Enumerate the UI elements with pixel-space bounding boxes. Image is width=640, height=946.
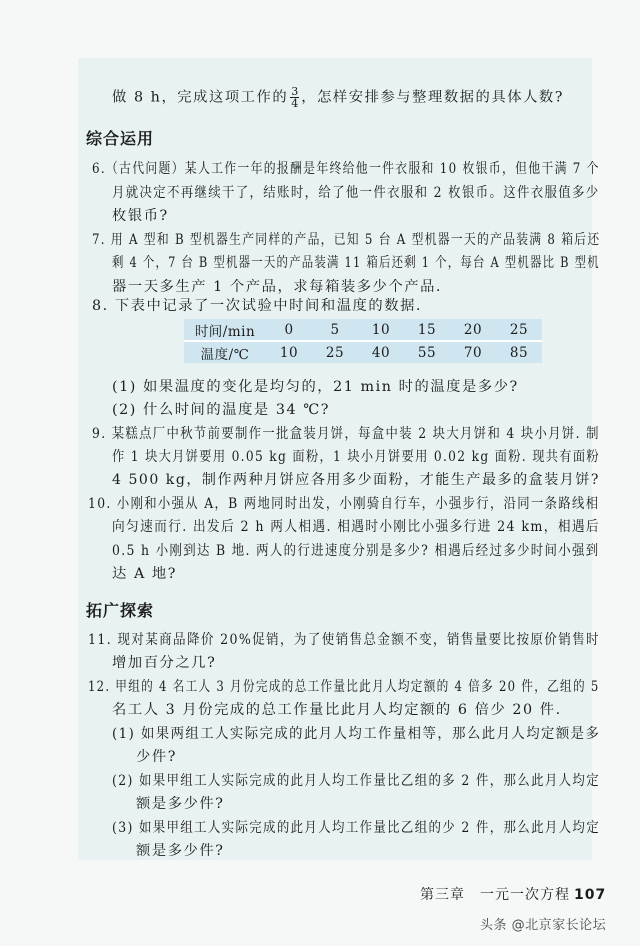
- q12-sub1-line-2: 少件?: [136, 749, 177, 765]
- q11-line-1: 11. 现对某商品降价 20%促销，为了使销售总金额不变，销售量要比按原价销售时: [88, 632, 600, 648]
- section-heading-comprehensive: 综合运用: [86, 129, 155, 148]
- time-temperature-table: [184, 319, 542, 363]
- q10-line-2: 向匀速而行. 出发后 2 h 两人相遇. 相遇时小刚比小强多行进 24 km，相遇后: [112, 519, 600, 535]
- table-cell: 25: [312, 341, 358, 363]
- table-cell: 5: [312, 319, 358, 341]
- q6-line-1: 6.（古代问题）某人工作一年的报酬是年终给他一件衣服和 10 枚银币，但他干满 7 个: [92, 161, 600, 177]
- q9-line-2: 作 1 块大月饼要用 0.05 kg 面粉，1 块小月饼要用 0.02 kg 面粉. 现共有面粉: [112, 449, 600, 465]
- q6-line-2: 月就决定不再继续干了，结账时，给了他一件衣服和 2 枚银币。这件衣服值多少: [112, 185, 600, 201]
- q8-lead: 8. 下表中记录了一次试验中时间和温度的数据.: [92, 298, 423, 314]
- table-row: [184, 319, 542, 341]
- page-number: 107: [574, 887, 607, 903]
- intro-text-before: 做 8 h，完成这项工作的: [112, 89, 289, 106]
- table-cell: 0: [266, 319, 312, 341]
- q8-sub-1: (1) 如果温度的变化是均匀的，21 min 时的温度是多少?: [112, 379, 519, 395]
- q10-line-1: 10. 小刚和小强从 A，B 两地同时出发，小刚骑自行车，小强步行，沿同一条路线相: [88, 496, 600, 512]
- table-cell: 15: [404, 319, 450, 341]
- page-footer: [420, 884, 620, 904]
- q12-sub3-line-2: 额是多少件?: [136, 843, 225, 859]
- fraction-numerator: 3: [291, 85, 299, 98]
- table-cell: 25: [496, 319, 542, 341]
- q7-line-2: 剩 4 个，7 台 B 型机器一天的产品装满 11 箱后还剩 1 个，每台 A 型机器比 B 型机: [112, 255, 600, 271]
- q9-line-3: 4 500 kg，制作两种月饼应各用多少面粉，才能生产最多的盒装月饼?: [112, 472, 600, 488]
- q10-line-4: 达 A 地?: [112, 566, 177, 582]
- q8-sub-2: (2) 什么时间的温度是 34 ℃?: [112, 402, 331, 418]
- table-row: [184, 341, 542, 363]
- q12-sub1-line-1: (1) 如果两组工人实际完成的此月人均工作量相等，那么此月人均定额是多: [112, 726, 601, 742]
- fraction-denominator: 4: [291, 97, 299, 110]
- q6-line-3: 枚银币?: [112, 208, 169, 224]
- table-cell: 10: [358, 319, 404, 341]
- q9-line-1: 9. 某糕点厂中秋节前要制作一批盒装月饼，每盒中装 2 块大月饼和 4 块小月饼. 制: [92, 426, 600, 442]
- q7-line-3: 器一天多生产 1 个产品，求每箱装多少个产品.: [112, 279, 443, 295]
- table-row-header-time: 时间/min: [184, 319, 266, 341]
- table-cell: 70: [450, 341, 496, 363]
- watermark: 头条 @北京家长论坛: [480, 918, 607, 933]
- fraction: [290, 86, 299, 109]
- q7-line-1: 7. 用 A 型和 B 型机器生产同样的产品，已知 5 台 A 型机器一天的产品装满 8 箱后还: [92, 232, 601, 248]
- table-cell: 40: [358, 341, 404, 363]
- q12-line-1: 12. 甲组的 4 名工人 3 月份完成的总工作量比此月人均定额的 4 倍多 20 件，乙组的 5: [88, 679, 600, 695]
- table-cell: 85: [496, 341, 542, 363]
- table-cell: 55: [404, 341, 450, 363]
- q12-sub2-line-1: (2) 如果甲组工人实际完成的此月人均工作量比乙组的多 2 件，那么此月人均定: [112, 773, 601, 789]
- section-heading-extension: 拓广探索: [86, 601, 155, 620]
- q11-line-2: 增加百分之几?: [112, 655, 217, 671]
- table-cell: 20: [450, 319, 496, 341]
- q12-sub3-line-1: (3) 如果甲组工人实际完成的此月人均工作量比乙组的少 2 件，那么此月人均定: [112, 820, 601, 836]
- table-row-header-temperature: 温度/℃: [184, 341, 266, 363]
- chapter-title: 第三章 一元一次方程: [420, 887, 570, 903]
- q12-sub2-line-2: 额是多少件?: [136, 796, 225, 812]
- intro-text-after: ，怎样安排参与整理数据的具体人数?: [301, 89, 564, 106]
- table-cell: 10: [266, 341, 312, 363]
- q12-line-2: 名工人 3 月份完成的总工作量比此月人均定额的 6 倍少 20 件.: [112, 702, 562, 718]
- intro-line: [112, 86, 564, 109]
- q10-line-3: 0.5 h 小刚到达 B 地. 两人的行进速度分别是多少? 相遇后经过多少时间小强到: [112, 543, 600, 559]
